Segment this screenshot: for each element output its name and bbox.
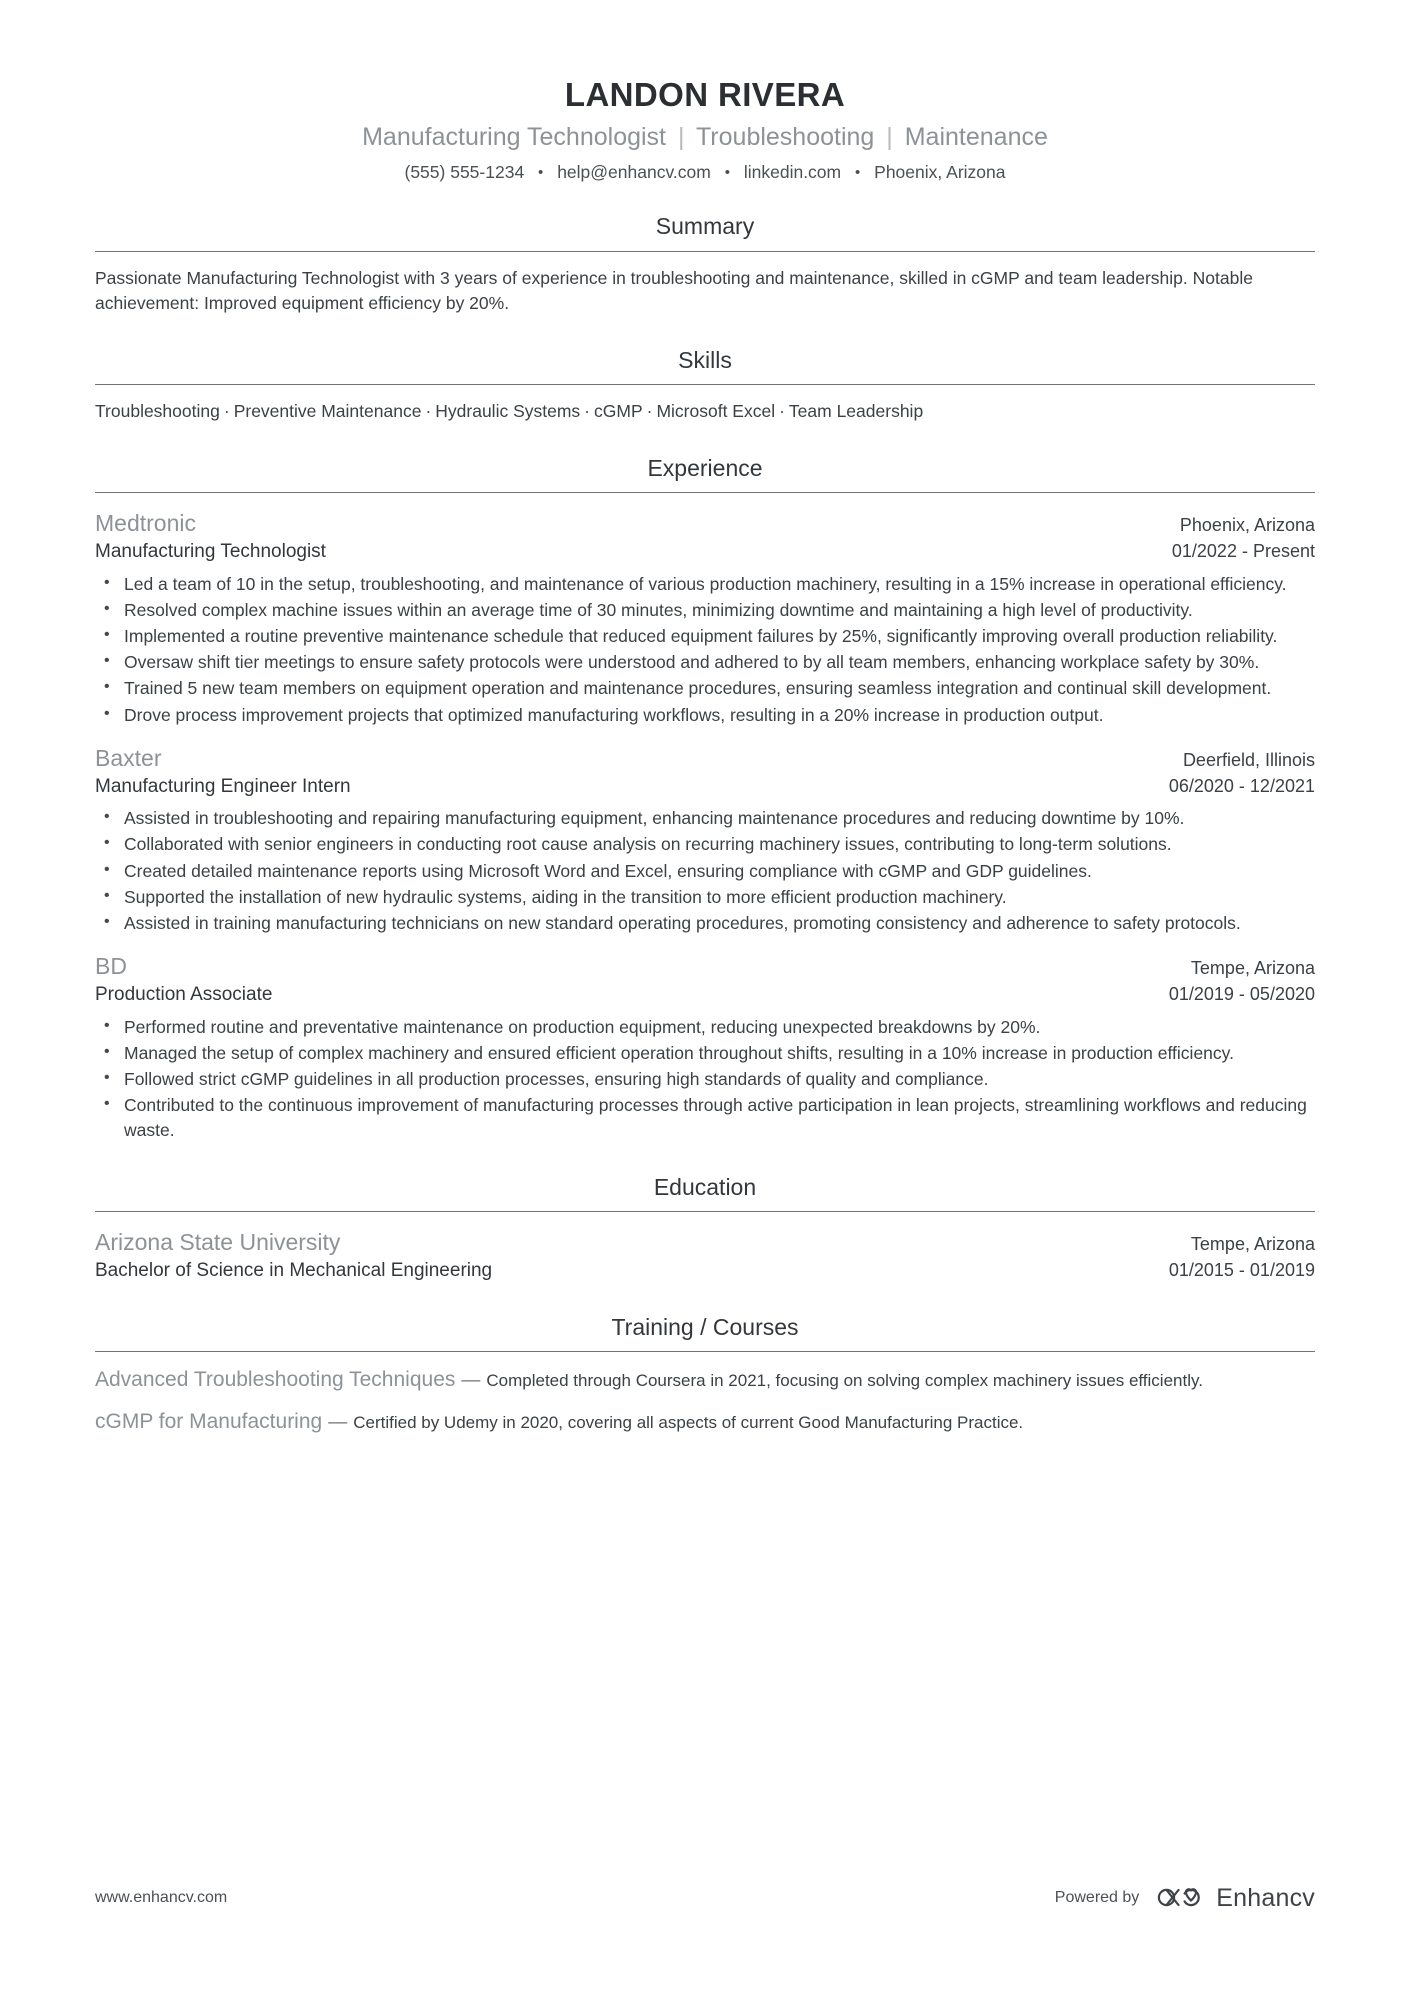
company-location: Deerfield, Illinois [1182, 749, 1315, 770]
section-divider [95, 251, 1315, 252]
degree-title: Bachelor of Science in Mechanical Engineering [95, 1259, 493, 1281]
skill-separator: · [779, 401, 785, 422]
section-divider [95, 492, 1315, 493]
skill-item: cGMP [594, 401, 643, 422]
section-training [95, 1314, 1315, 1437]
section-title-training: Training / Courses [611, 1313, 799, 1340]
contact-separator-icon: • [855, 164, 861, 182]
company-location: Tempe, Arizona [1190, 958, 1315, 979]
section-title-summary: Summary [655, 213, 755, 240]
education-entry [95, 1228, 1315, 1283]
course-description: Completed through Coursera in 2021, focusing on solving complex machinery issues efficiently. [486, 1371, 1203, 1391]
job-bullet: • Managed the setup of complex machinery and ensured efficient operation throughout shifts, resulting in a 10% increase in production efficiency. [95, 1041, 1315, 1066]
section-skills [95, 347, 1315, 425]
skill-item: Microsoft Excel [656, 401, 776, 422]
school-name: Arizona State University [95, 1229, 341, 1256]
section-experience [95, 455, 1315, 1144]
job-bullet: • Assisted in training manufacturing technicians on new standard operating procedures, promoting consistency and adherence to safety protocols. [95, 911, 1315, 936]
contact-phone: (555) 555-1234 [404, 161, 525, 182]
experience-entry-subheader [95, 981, 1315, 1008]
experience-entry [95, 509, 1315, 728]
job-bullet-list [95, 806, 1315, 936]
section-title-education: Education [653, 1173, 757, 1200]
headline-part-1: Manufacturing Technologist [362, 123, 667, 152]
job-bullet: • Implemented a routine preventive maintenance schedule that reduced equipment failures by 25%, significantly improving overall production reliability. [95, 624, 1315, 649]
section-summary [95, 213, 1315, 316]
headline-part-3: Maintenance [904, 123, 1048, 152]
contact-email[interactable]: help@enhancv.com [557, 161, 711, 182]
section-divider [95, 1211, 1315, 1212]
course-title: Advanced Troubleshooting Techniques [95, 1368, 456, 1392]
job-bullet: • Oversaw shift tier meetings to ensure safety protocols were understood and adhered to by all team members, enhancing workplace safety by 30%. [95, 650, 1315, 675]
infinity-heart-icon [1153, 1883, 1207, 1913]
experience-entry-subheader [95, 773, 1315, 800]
professional-headline [95, 122, 1315, 153]
course-entry [95, 1366, 1315, 1394]
skill-separator: · [584, 401, 590, 422]
course-dash: — [328, 1412, 348, 1434]
headline-part-2: Troubleshooting [695, 123, 875, 152]
section-divider [95, 1351, 1315, 1352]
contact-separator-icon: • [724, 164, 730, 182]
course-description: Certified by Udemy in 2020, covering all aspects of current Good Manufacturing Practice. [353, 1413, 1024, 1433]
company-name: Medtronic [95, 510, 196, 537]
job-bullet: • Assisted in troubleshooting and repairing manufacturing equipment, enhancing maintenance procedures and reducing downtime by 10%. [95, 806, 1315, 831]
section-divider [95, 384, 1315, 385]
job-title: Production Associate [95, 983, 273, 1005]
contact-location: Phoenix, Arizona [874, 161, 1006, 182]
contact-line [95, 161, 1315, 184]
skill-separator: · [425, 401, 432, 422]
course-title: cGMP for Manufacturing [95, 1410, 323, 1434]
skill-item: Hydraulic Systems [435, 401, 581, 422]
skill-separator: · [223, 401, 230, 422]
skills-list [95, 399, 1315, 424]
job-bullet: • Resolved complex machine issues within an average time of 30 minutes, minimizing downtime and maintaining a high level of productivity. [95, 598, 1315, 623]
headline-separator-2: | [886, 123, 893, 152]
job-period: 01/2022 - Present [1171, 540, 1315, 561]
company-location: Phoenix, Arizona [1179, 515, 1315, 536]
skill-item: Preventive Maintenance [233, 401, 422, 422]
section-education [95, 1174, 1315, 1284]
job-bullet: • Drove process improvement projects that optimized manufacturing workflows, resulting in a 20% increase in production output. [95, 703, 1315, 728]
contact-separator-icon: • [538, 164, 544, 182]
degree-period: 01/2015 - 01/2019 [1168, 1259, 1315, 1280]
company-name: BD [95, 953, 127, 980]
footer-brand-area [1055, 1883, 1315, 1913]
footer-website-link[interactable]: www.enhancv.com [95, 1889, 228, 1906]
experience-entry-subheader [95, 538, 1315, 565]
job-bullet: • Trained 5 new team members on equipment operation and maintenance procedures, ensuring seamless integration and continual skill development. [95, 676, 1315, 701]
experience-entry [95, 952, 1315, 1143]
powered-by-label: Powered by [1054, 1889, 1140, 1906]
skill-separator: · [646, 401, 653, 422]
section-title-experience: Experience [647, 454, 763, 481]
job-title: Manufacturing Engineer Intern [95, 775, 351, 797]
job-bullet: • Led a team of 10 in the setup, troubleshooting, and maintenance of various production machinery, resulting in a 15% increase in operational efficiency. [95, 572, 1315, 597]
school-location: Tempe, Arizona [1190, 1234, 1315, 1255]
education-entry-subheader [95, 1257, 1315, 1284]
brand-name: Enhancv [1216, 1883, 1315, 1912]
job-bullet: • Created detailed maintenance reports using Microsoft Word and Excel, ensuring compliance with cGMP and GDP guidelines. [95, 859, 1315, 884]
job-bullet: • Performed routine and preventative maintenance on production equipment, reducing unexpected breakdowns by 20%. [95, 1015, 1315, 1040]
job-bullet: • Contributed to the continuous improvement of manufacturing processes through active participation in lean projects, streamlining workflows and reducing waste. [95, 1093, 1315, 1143]
experience-entry-header [95, 744, 1315, 773]
job-bullet: • Followed strict cGMP guidelines in all production processes, ensuring high standards of quality and compliance. [95, 1067, 1315, 1092]
education-entry-header [95, 1228, 1315, 1257]
page-footer [95, 1883, 1315, 1913]
enhancv-logo [1153, 1883, 1315, 1913]
contact-linkedin[interactable]: linkedin.com [743, 161, 842, 182]
skill-item: Team Leadership [788, 401, 924, 422]
job-bullet-list [95, 1015, 1315, 1144]
experience-entry-header [95, 509, 1315, 538]
job-bullet-list [95, 572, 1315, 728]
company-name: Baxter [95, 744, 162, 771]
job-bullet: • Supported the installation of new hydraulic systems, aiding in the transition to more efficient production machinery. [95, 885, 1315, 910]
experience-entry [95, 744, 1315, 936]
page-title: LANDON RIVERA [564, 76, 846, 113]
course-body [95, 1366, 1315, 1394]
job-period: 06/2020 - 12/2021 [1168, 775, 1315, 796]
course-body [95, 1408, 1315, 1436]
job-period: 01/2019 - 05/2020 [1168, 983, 1315, 1004]
job-title: Manufacturing Technologist [95, 540, 326, 562]
skill-item: Troubleshooting [95, 401, 220, 422]
summary-text: Passionate Manufacturing Technologist with 3 years of experience in troubleshooting and maintenance, skilled in cGMP and team leadership. Notable achievement: Improved equipment efficiency by 20%. [95, 267, 1253, 314]
course-dash: — [461, 1370, 481, 1392]
job-bullet: • Collaborated with senior engineers in conducting root cause analysis on recurring machinery issues, contributing to long-term solutions. [95, 832, 1315, 857]
headline-separator-1: | [677, 123, 685, 152]
resume-header [95, 77, 1315, 183]
section-title-skills: Skills [678, 346, 732, 373]
course-entry [95, 1408, 1315, 1436]
experience-entry-header [95, 952, 1315, 981]
